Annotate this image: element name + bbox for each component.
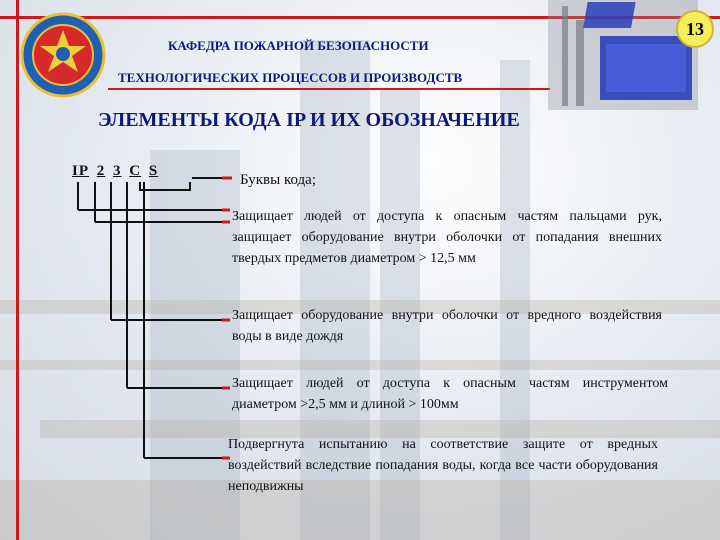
code-part-s: S [148,163,159,179]
code-part-3: 3 [113,163,122,179]
header-divider [108,88,550,90]
ip-code [72,163,161,180]
emblem-logo [20,12,106,98]
code-part-ip: IP [72,163,89,179]
code-part-c: C [129,163,142,179]
code-letters-label: Буквы кода; [240,172,316,188]
code-part-2: 2 [96,163,106,179]
main-heading: ЭЛЕМЕНТЫ КОДА IP И ИХ ОБОЗНАЧЕНИЕ [98,109,520,131]
corner-emblem-art [548,0,698,110]
department-subtitle: ТЕХНОЛОГИЧЕСКИХ ПРОЦЕССОВ И ПРОИЗВОДСТВ [118,70,463,85]
slide-number-badge: 13 [676,10,714,48]
description-first-digit: Защищает людей от доступа к опасным частям пальцами рук, защищает оборудование внутри оболочки от попадания внешних твердых предметов диаметром > 12,5 мм [232,209,662,266]
description-letter-s: Подвергнута испытанию на соответствие защите от вредных воздействий вследствие попадания воды, когда все части оборудования неподвижны [228,437,658,494]
department-title: КАФЕДРА ПОЖАРНОЙ БЕЗОПАСНОСТИ [168,38,429,53]
description-second-digit: Защищает оборудование внутри оболочки от вредного воздействия воды в виде дождя [232,308,662,344]
description-letter-c: Защищает людей от доступа к опасным частям инструментом диаметром >2,5 мм и длиной > 100мм [232,376,668,412]
frame-left-line [16,0,19,540]
